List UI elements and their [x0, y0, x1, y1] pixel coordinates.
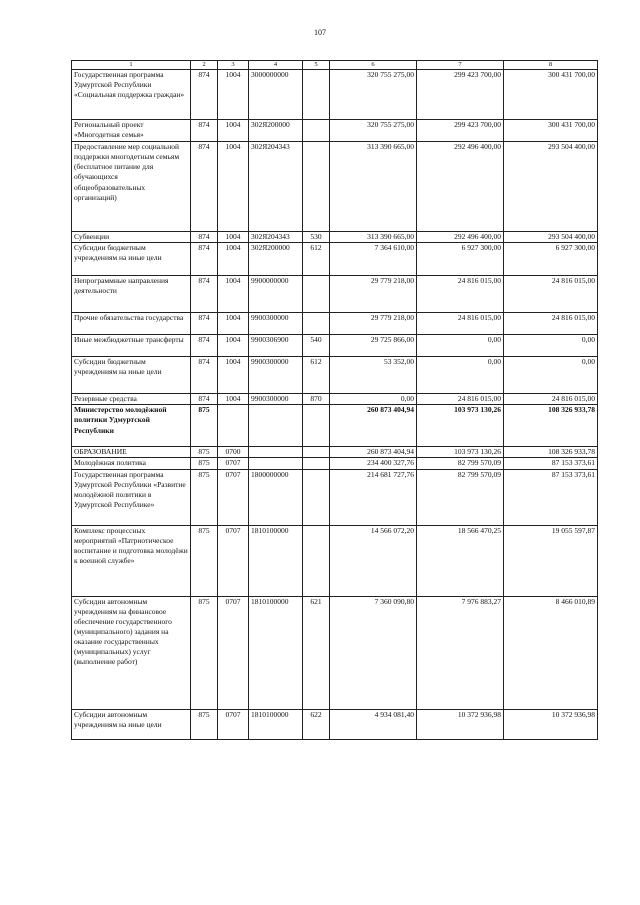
cell-expense-type: 540	[303, 335, 330, 357]
cell-amount: 103 973 130,26	[417, 447, 504, 458]
cell-gr: 874	[191, 142, 218, 232]
row-name: Субвенции	[72, 232, 191, 243]
cell-amount: 103 973 130,26	[417, 405, 504, 447]
cell-gr: 874	[191, 394, 218, 405]
cell-amount: 29 779 218,00	[330, 276, 417, 313]
cell-gr: 874	[191, 120, 218, 142]
cell-expense-type: 530	[303, 232, 330, 243]
cell-amount: 29 725 866,00	[330, 335, 417, 357]
cell-expense-type	[303, 469, 330, 525]
cell-section: 1004	[218, 232, 249, 243]
cell-amount: 10 372 936,98	[504, 709, 598, 739]
cell-expense-type: 612	[303, 243, 330, 276]
cell-amount: 313 390 665,00	[330, 142, 417, 232]
cell-section: 1004	[218, 313, 249, 335]
cell-expense-type	[303, 405, 330, 447]
cell-target: 3000000000	[249, 70, 303, 120]
cell-amount: 4 934 081,40	[330, 709, 417, 739]
cell-gr: 875	[191, 447, 218, 458]
cell-expense-type	[303, 276, 330, 313]
cell-target: 1810100000	[249, 709, 303, 739]
cell-expense-type	[303, 142, 330, 232]
cell-expense-type	[303, 70, 330, 120]
table-row	[72, 313, 598, 335]
cell-amount: 292 496 400,00	[417, 142, 504, 232]
column-header: 2	[191, 61, 218, 70]
row-name: Субсидии бюджетным учреждениям на иные цели	[72, 357, 191, 394]
cell-gr: 874	[191, 313, 218, 335]
cell-amount: 24 816 015,00	[417, 276, 504, 313]
cell-amount: 293 504 400,00	[504, 142, 598, 232]
cell-expense-type: 622	[303, 709, 330, 739]
cell-section: 1004	[218, 70, 249, 120]
cell-amount: 299 423 700,00	[417, 70, 504, 120]
table-row	[72, 232, 598, 243]
column-number-row	[72, 61, 598, 70]
cell-gr: 874	[191, 335, 218, 357]
cell-amount: 87 153 373,61	[504, 469, 598, 525]
row-name: Молодёжная политика	[72, 458, 191, 469]
cell-amount: 260 873 404,94	[330, 447, 417, 458]
cell-amount: 29 779 218,00	[330, 313, 417, 335]
cell-amount: 0,00	[417, 357, 504, 394]
table-row	[72, 525, 598, 596]
cell-amount: 108 326 933,78	[504, 447, 598, 458]
cell-gr: 874	[191, 276, 218, 313]
table-row	[72, 243, 598, 276]
row-name: Прочие обязательства государства	[72, 313, 191, 335]
cell-target: 9900306900	[249, 335, 303, 357]
cell-section: 0707	[218, 469, 249, 525]
cell-amount: 300 431 700,00	[504, 70, 598, 120]
cell-section: 1004	[218, 120, 249, 142]
column-header: 1	[72, 61, 191, 70]
cell-target: 302Я204343	[249, 142, 303, 232]
row-name: Комплекс процессных мероприятий «Патриотическое воспитание и подготовка молодёжи к военной службе»	[72, 525, 191, 596]
cell-section: 0707	[218, 525, 249, 596]
row-name: Региональный проект «Многодетная семья»	[72, 120, 191, 142]
cell-section: 1004	[218, 357, 249, 394]
row-name: Иные межбюджетные трансферты	[72, 335, 191, 357]
cell-target: 9900300000	[249, 394, 303, 405]
row-name: Субсидии автономным учреждениям на иные цели	[72, 709, 191, 739]
cell-gr: 875	[191, 469, 218, 525]
cell-amount: 6 927 300,00	[417, 243, 504, 276]
cell-target: 1810100000	[249, 596, 303, 709]
cell-gr: 875	[191, 596, 218, 709]
cell-section: 1004	[218, 394, 249, 405]
cell-amount: 7 364 610,00	[330, 243, 417, 276]
cell-amount: 24 816 015,00	[417, 394, 504, 405]
page-number: 107	[314, 28, 326, 37]
column-header: 3	[218, 61, 249, 70]
cell-amount: 6 927 300,00	[504, 243, 598, 276]
column-header: 5	[303, 61, 330, 70]
column-header: 7	[417, 61, 504, 70]
cell-amount: 0,00	[417, 335, 504, 357]
cell-amount: 82 799 570,09	[417, 469, 504, 525]
column-header: 4	[249, 61, 303, 70]
table-row	[72, 276, 598, 313]
cell-expense-type: 612	[303, 357, 330, 394]
cell-target: 302Я200000	[249, 120, 303, 142]
cell-expense-type	[303, 447, 330, 458]
table-row	[72, 458, 598, 469]
row-name: Резервные средства	[72, 394, 191, 405]
cell-amount: 24 816 015,00	[504, 394, 598, 405]
cell-gr: 875	[191, 458, 218, 469]
cell-amount: 313 390 665,00	[330, 232, 417, 243]
cell-amount: 293 504 400,00	[504, 232, 598, 243]
budget-table	[71, 60, 598, 740]
table-row	[72, 447, 598, 458]
cell-amount: 53 352,00	[330, 357, 417, 394]
table-row	[72, 709, 598, 739]
cell-gr: 874	[191, 232, 218, 243]
cell-expense-type	[303, 525, 330, 596]
cell-target	[249, 405, 303, 447]
table-row	[72, 596, 598, 709]
table-row	[72, 469, 598, 525]
cell-amount: 320 755 275,00	[330, 70, 417, 120]
cell-amount: 82 799 570,09	[417, 458, 504, 469]
cell-amount: 299 423 700,00	[417, 120, 504, 142]
cell-target: 302Я200000	[249, 243, 303, 276]
row-name: ОБРАЗОВАНИЕ	[72, 447, 191, 458]
cell-amount: 24 816 015,00	[504, 313, 598, 335]
cell-target	[249, 447, 303, 458]
cell-expense-type	[303, 313, 330, 335]
cell-amount: 87 153 373,61	[504, 458, 598, 469]
cell-expense-type	[303, 120, 330, 142]
cell-amount: 7 976 883,27	[417, 596, 504, 709]
cell-amount: 292 496 400,00	[417, 232, 504, 243]
cell-amount: 260 873 404,94	[330, 405, 417, 447]
cell-section: 0700	[218, 447, 249, 458]
cell-section: 0707	[218, 709, 249, 739]
cell-amount: 10 372 936,98	[417, 709, 504, 739]
column-header: 8	[504, 61, 598, 70]
cell-amount: 24 816 015,00	[504, 276, 598, 313]
cell-target: 1800000000	[249, 469, 303, 525]
cell-target: 1810100000	[249, 525, 303, 596]
table-row	[72, 335, 598, 357]
cell-gr: 874	[191, 243, 218, 276]
cell-gr: 875	[191, 405, 218, 447]
row-name: Субсидии бюджетным учреждениям на иные цели	[72, 243, 191, 276]
table-row	[72, 142, 598, 232]
cell-section: 1004	[218, 142, 249, 232]
cell-section	[218, 405, 249, 447]
cell-target: 9900300000	[249, 357, 303, 394]
column-header: 6	[330, 61, 417, 70]
row-name: Государственная программа Удмуртской Республики «Развитие молодёжной политики в Удмуртской Республике»	[72, 469, 191, 525]
cell-section: 1004	[218, 276, 249, 313]
cell-amount: 24 816 015,00	[417, 313, 504, 335]
cell-amount: 0,00	[330, 394, 417, 405]
cell-target	[249, 458, 303, 469]
row-name: Государственная программа Удмуртской Республики «Социальная поддержка граждан»	[72, 70, 191, 120]
cell-expense-type: 621	[303, 596, 330, 709]
cell-section: 1004	[218, 243, 249, 276]
table-row	[72, 70, 598, 120]
cell-target: 9900000000	[249, 276, 303, 313]
row-name: Субсидии автономным учреждениям на финансовое обеспечение государственного (муниципального) задания на оказание государственных (муниципальных) услуг (выполнение работ)	[72, 596, 191, 709]
cell-amount: 0,00	[504, 357, 598, 394]
cell-gr: 874	[191, 357, 218, 394]
table-row	[72, 405, 598, 447]
cell-gr: 874	[191, 70, 218, 120]
cell-amount: 320 755 275,00	[330, 120, 417, 142]
cell-amount: 8 466 010,89	[504, 596, 598, 709]
table-row	[72, 357, 598, 394]
cell-target: 302Я204343	[249, 232, 303, 243]
cell-amount: 14 566 072,20	[330, 525, 417, 596]
cell-gr: 875	[191, 525, 218, 596]
cell-section: 0707	[218, 458, 249, 469]
cell-amount: 300 431 700,00	[504, 120, 598, 142]
cell-amount: 19 055 597,87	[504, 525, 598, 596]
table-body	[72, 70, 598, 740]
table-row	[72, 394, 598, 405]
cell-gr: 875	[191, 709, 218, 739]
cell-expense-type	[303, 458, 330, 469]
cell-expense-type: 870	[303, 394, 330, 405]
cell-amount: 214 681 727,76	[330, 469, 417, 525]
cell-amount: 0,00	[504, 335, 598, 357]
cell-amount: 7 360 090,80	[330, 596, 417, 709]
row-name: Министерство молодёжной политики Удмуртской Республики	[72, 405, 191, 447]
cell-amount: 108 326 933,78	[504, 405, 598, 447]
row-name: Непрограммные направления деятельности	[72, 276, 191, 313]
cell-amount: 234 400 327,76	[330, 458, 417, 469]
cell-section: 0707	[218, 596, 249, 709]
cell-amount: 18 566 470,25	[417, 525, 504, 596]
row-name: Предоставление мер социальной поддержки многодетным семьям (бесплатное питание для обучающихся общеобразовательных организаций)	[72, 142, 191, 232]
cell-section: 1004	[218, 335, 249, 357]
table-row	[72, 120, 598, 142]
cell-target: 9900300000	[249, 313, 303, 335]
